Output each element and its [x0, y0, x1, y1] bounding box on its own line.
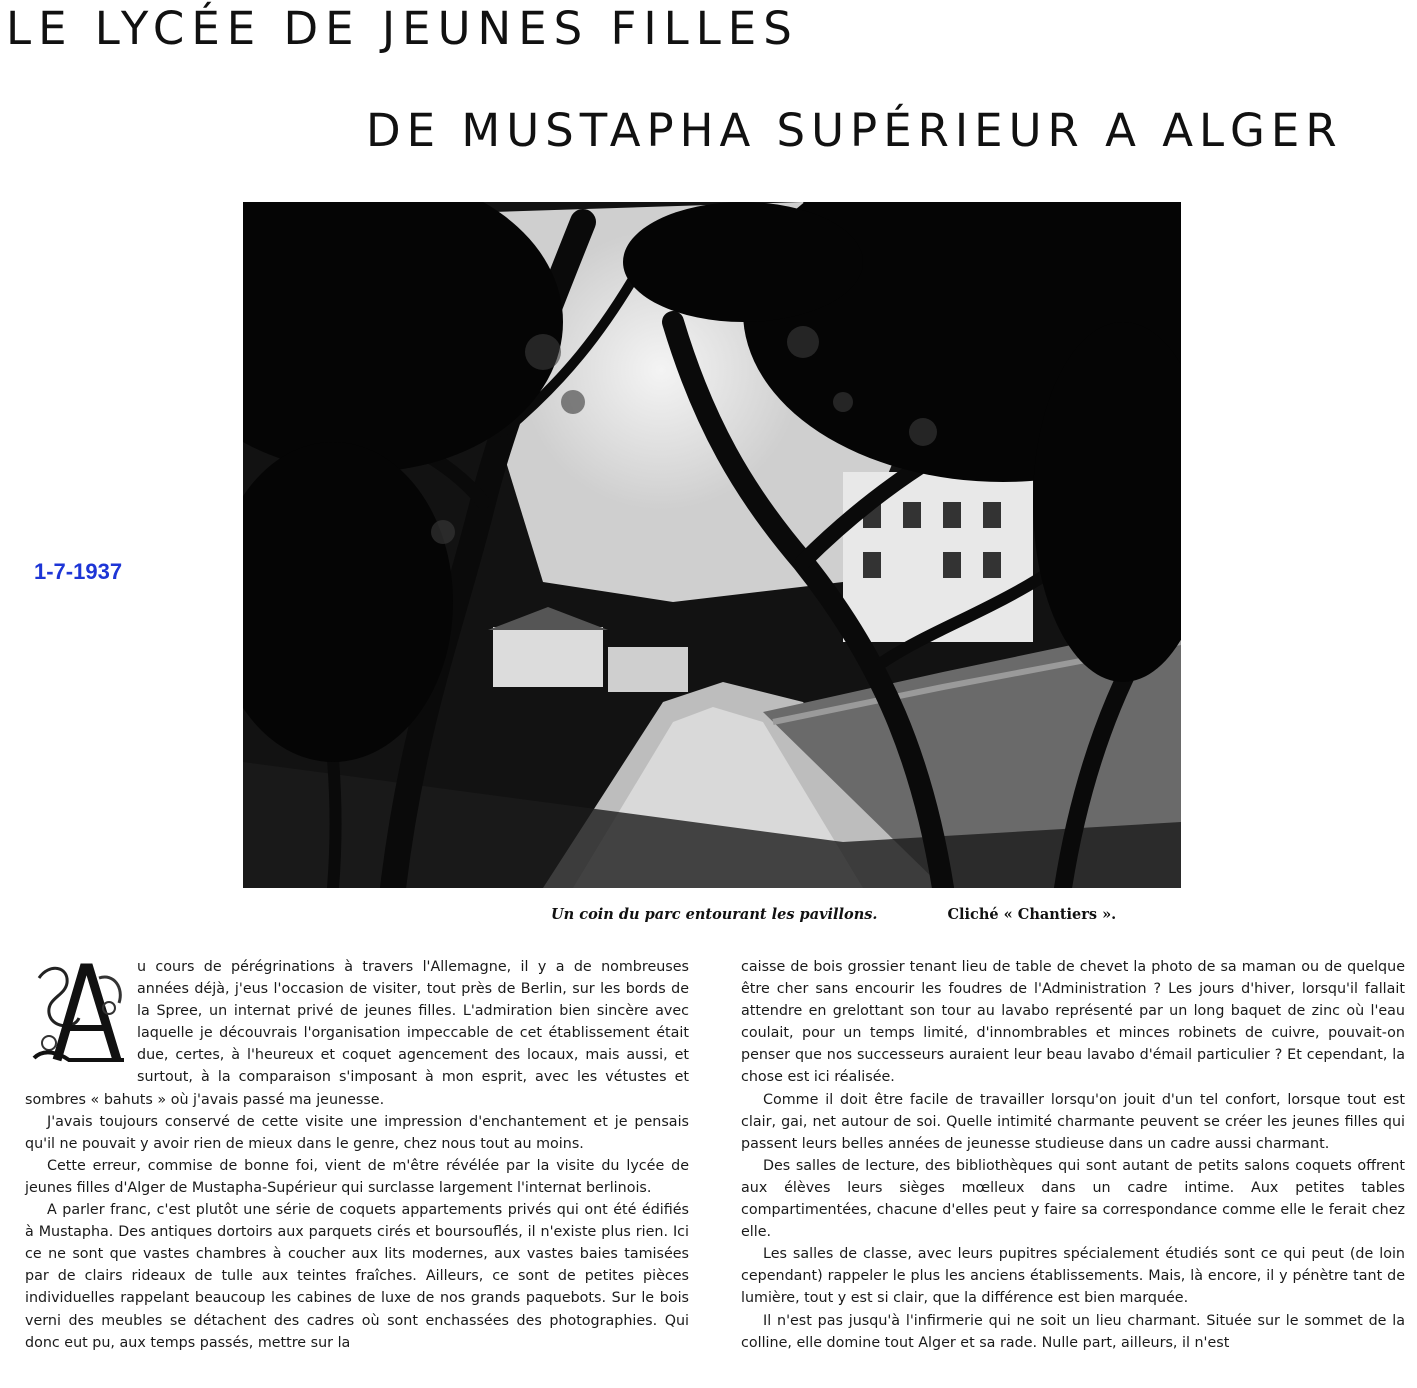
park-photograph-drawing	[243, 202, 1181, 888]
date-stamp: 1-7-1937	[34, 559, 123, 584]
paragraph-4: A parler franc, c'est plutôt une série de coquets appartements privés qui ont été édifiés à Mustapha. Des antiques dortoirs aux parquets cirés et boursouflés, il n'existe plus rien. Ici ce ne sont que vastes chambres à coucher aux lits modernes, aux vastes baies tamisées par de clairs rideaux de tulle aux teintes fraîches. Ailleurs, ce sont de petites pièces individuelles rappelant beaucoup les cabines de luxe de nos grands paquebots. Sur le bois verni des meubles se détachent des cadres où sont enchassées des photographies. Qui donc eut pu, aux temps passés, mettre sur la	[25, 1202, 689, 1351]
article-column-right	[741, 956, 1405, 1354]
paragraph-2: J'avais toujours conservé de cette visite une impression d'enchantement et je pensais qu'il ne pouvait y avoir rien de mieux dans le genre, chez nous tout au moins.	[25, 1113, 689, 1152]
caption-text: Un coin du parc entourant les pavillons.	[551, 906, 878, 923]
park-photograph	[243, 202, 1181, 888]
photo-caption	[551, 906, 1116, 923]
paragraph-9: Il n'est pas jusqu'à l'infirmerie qui ne soit un lieu charmant. Située sur le sommet de la colline, elle domine tout Alger et sa rade. Nulle part, ailleurs, il n'est	[741, 1312, 1405, 1351]
paragraph-3: Cette erreur, commise de bonne foi, vient de m'être révélée par la visite du lycée de jeunes filles d'Alger de Mustapha-Supérieur qui surclasse largement l'internat berlinois.	[25, 1157, 689, 1196]
paragraph-7: Des salles de lecture, des bibliothèques qui sont autant de petits salons coquets offrent aux élèves leurs sièges mœlleux dans un cadre intime. Aux petites tables compartimentées, chacune d'elles peut y faire sa correspondance comme elle le ferait chez elle.	[741, 1157, 1405, 1241]
headline-line-1: LE LYCÉE DE JEUNES FILLES	[6, 2, 799, 55]
photo-credit: Cliché « Chantiers ».	[947, 906, 1117, 923]
article-column-left	[25, 956, 689, 1354]
headline-line-2: DE MUSTAPHA SUPÉRIEUR A ALGER	[366, 104, 1343, 157]
paragraph-1: u cours de pérégrinations à travers l'Allemagne, il y a de nombreuses années déjà, j'eus l'occasion de visiter, tout près de Berlin, sur les bords de la Spree, un internat privé de jeunes filles. L'admiration bien sincère avec laquelle je découvrais l'organisation impeccable de cet établissement était due, certes, à l'heureux et coquet agencement des locaux, mais aussi, et surtout, à la comparaison s'imposant à mon esprit, avec les vétustes et sombres « bahuts » où j'avais passé ma jeunesse.	[25, 959, 689, 1108]
ornamental-drop-cap-icon	[29, 958, 129, 1068]
paragraph-8: Les salles de classe, avec leurs pupitres spécialement étudiés sont ce qui peut (de loin cependant) rappeler le plus les anciens établissements. Mais, là encore, il y pénètre tant de lumière, tout y est si clair, que la différence est bien marquée.	[741, 1246, 1405, 1307]
paragraph-6: Comme il doit être facile de travailler lorsqu'on jouit d'un tel confort, lorsque tout est clair, gai, net autour de soi. Quelle intimité charmante peuvent se créer les jeunes filles qui passent leurs belles années de jeunesse studieuse dans un cadre aussi charmant.	[741, 1091, 1405, 1152]
paragraph-5: caisse de bois grossier tenant lieu de table de chevet la photo de sa maman ou de quelque être cher sans encourir les foudres de l'Administration ? Les jours d'hiver, lorsqu'il fallait attendre en grelottant son tour au lavabo représenté par un long baquet de zinc où l'eau coulait, pour un temps limité, d'innombrables et minces robinets de cuivre, pouvait-on penser que nos successeurs auraient leur beau lavabo d'émail particulier ? Et cependant, la chose est ici réalisée.	[741, 959, 1405, 1086]
